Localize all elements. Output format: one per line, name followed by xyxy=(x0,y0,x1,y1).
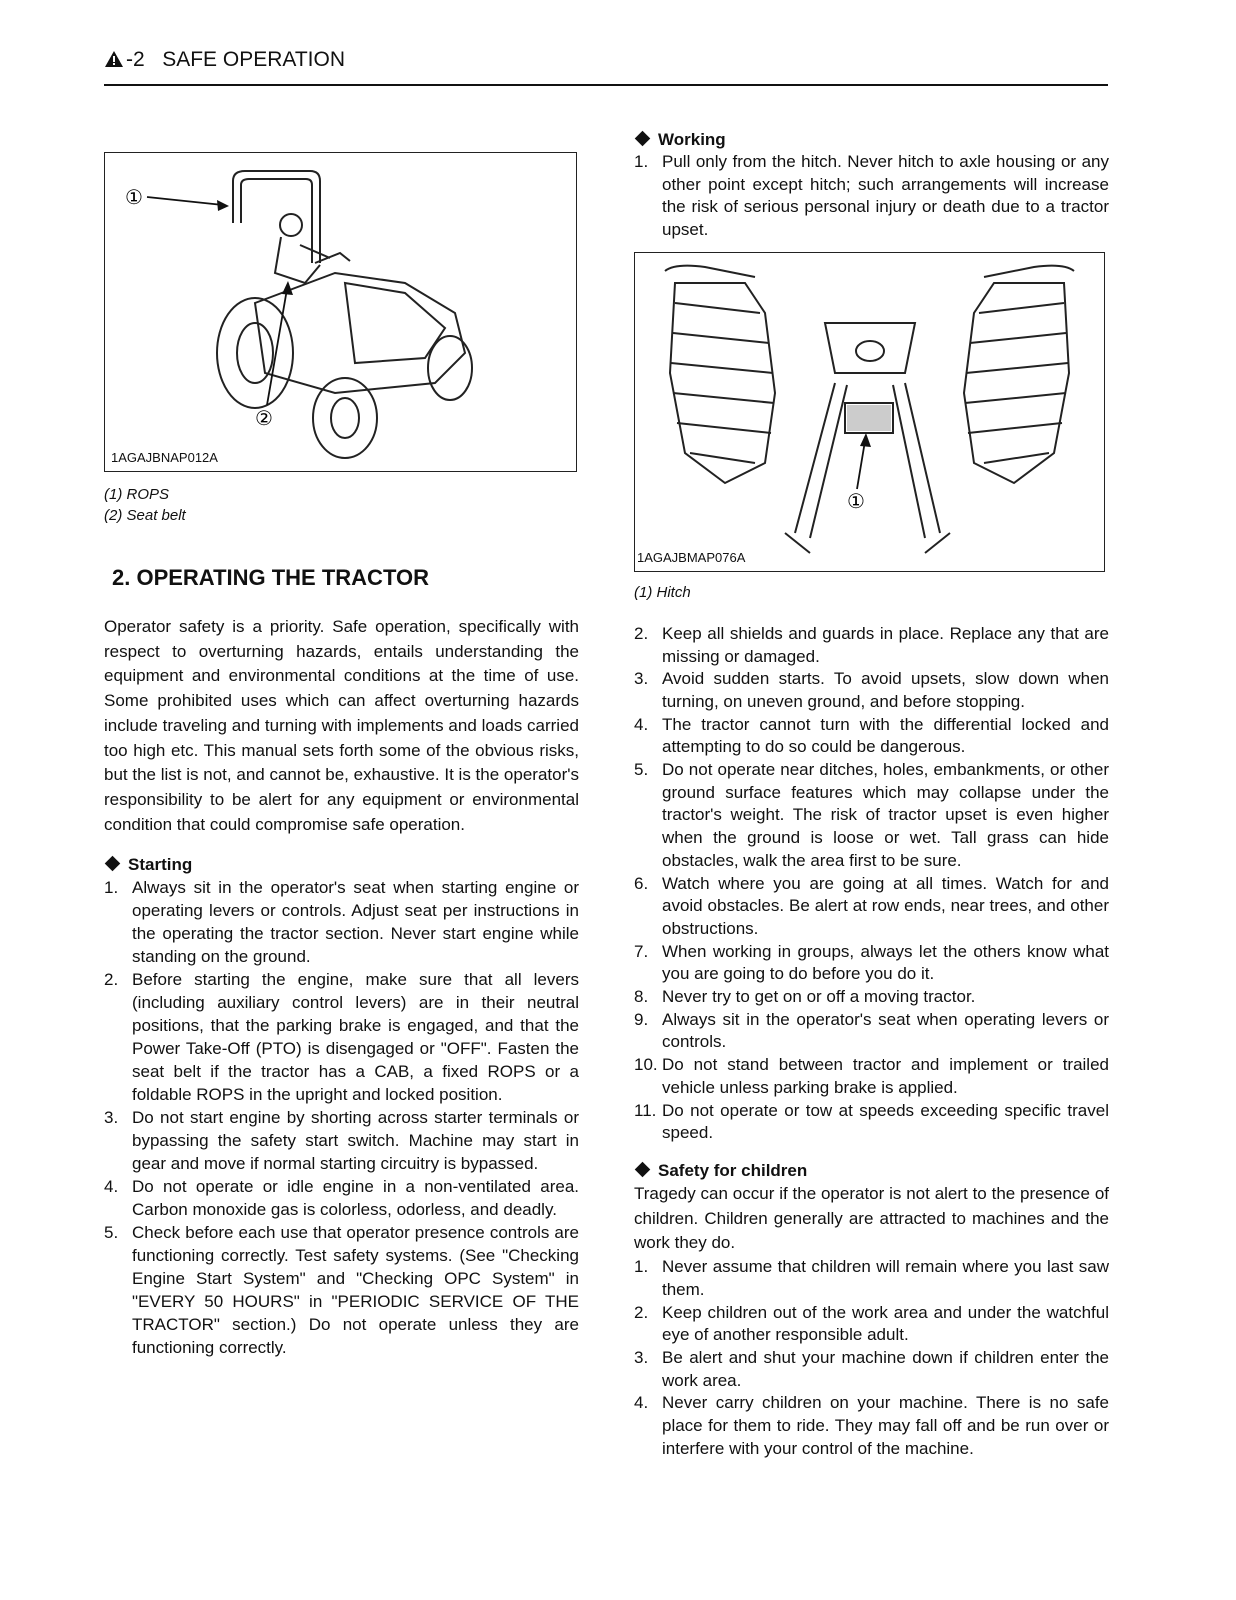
caption-rops: (1) ROPS xyxy=(104,486,170,503)
working-list xyxy=(634,623,1109,1145)
caption-hitch: (1) Hitch xyxy=(634,583,691,601)
list-item: 8. Never try to get on or off a moving tractor. xyxy=(634,987,976,1007)
list-item: 4. Do not operate or idle engine in a non-ventilated area. Carbon monoxide gas is colorless, odorless, and deadly. xyxy=(104,1177,579,1220)
list-item: 9. Always sit in the operator's seat when operating levers or controls. xyxy=(634,1009,1109,1052)
list-item: 3. Be alert and shut your machine down if children enter the work area. xyxy=(634,1347,1109,1390)
list-item: 6. Watch where you are going at all times. Watch for and avoid obstacles. Be alert at row ends, near trees, and other obstructions. xyxy=(634,873,1109,938)
callout-2: ② xyxy=(255,406,273,430)
starting-heading: Starting xyxy=(104,853,579,876)
working-list-first xyxy=(634,151,1109,242)
caption-seat-belt: (2) Seat belt xyxy=(104,507,186,524)
figure-code: 1AGAJBNAP012A xyxy=(111,450,218,465)
hitch-figure xyxy=(634,252,1105,572)
list-item: 5. Check before each use that operator presence controls are functioning correctly. Test safety systems. (See "Checking Engine Start System" and "Checking OPC System" in "EVERY 50 HOURS" in "PERIODIC SERVICE OF THE TRACTOR" section.) Do not operate unless they are functioning correctly. xyxy=(104,1223,579,1358)
diamond-bullet-icon xyxy=(635,131,651,147)
list-item: 4. The tractor cannot turn with the differential locked and attempting to do so could be dangerous. xyxy=(634,714,1109,757)
section-heading: 2. OPERATING THE TRACTOR xyxy=(112,565,429,590)
section-title: SAFE OPERATION xyxy=(162,48,346,71)
list-item: 11. Do not operate or tow at speeds exceeding specific travel speed. xyxy=(634,1100,1109,1143)
list-item: 2. Before starting the engine, make sure that all levers (including auxiliary control levers) are in their neutral positions, that the parking brake is engaged, and that the Power Take-Off (PTO) is disengaged or "OFF". Fasten the seat belt if the tractor has a CAB, a fixed ROPS or a foldable ROPS in the upright and locked position. xyxy=(104,970,579,1105)
page-header xyxy=(104,48,1108,86)
hitch-illustration xyxy=(635,253,1104,571)
callout-1: ① xyxy=(125,185,143,209)
list-item: 1. Never assume that children will remain where you last saw them. xyxy=(634,1257,1109,1299)
intro-paragraph: Operator safety is a priority. Safe operation, specifically with respect to overturning hazards, entails understanding the equipment and environmental conditions at the time of use. Some prohibited uses which can affect overturning hazards include traveling and turning with implements and loads carried too high etc. This manual sets forth some of the obvious risks, but the list is not, and cannot be, exhaustive. It is the operator's responsibility to be alert for any equipment or environmental condition that could compromise safe operation. xyxy=(104,617,579,834)
list-item: 5. Do not operate near ditches, holes, embankments, or other ground surface features which may collapse under the tractor's weight. The risk of tractor upset is even higher when the ground is loose or wet. Tall grass can hide obstacles, walk the area first to be sure. xyxy=(634,760,1109,870)
left-column xyxy=(104,152,579,1359)
list-item: 4. Never carry children on your machine. There is no safe place for them to ride. They may fall off and be run over or interfere with your control of the machine. xyxy=(634,1393,1109,1458)
callout-1: ① xyxy=(847,488,865,513)
diamond-bullet-icon xyxy=(105,856,121,872)
starting-list xyxy=(104,876,579,1359)
list-item: 1. Pull only from the hitch. Never hitch to axle housing or any other point except hitch; such arrangements will increase the risk of serious personal injury or death due to a tractor upset. xyxy=(634,152,1109,240)
list-item: 3. Avoid sudden starts. To avoid upsets, slow down when turning, on uneven ground, and before stopping. xyxy=(634,669,1109,711)
children-list xyxy=(634,1256,1109,1460)
list-item: 3. Do not start engine by shorting across starter terminals or bypassing the safety start switch. Machine may start in gear and move if normal starting circuitry is bypassed. xyxy=(104,1108,579,1174)
children-heading: Safety for children xyxy=(634,1159,1109,1182)
figure-code: 1AGAJBMAP076A xyxy=(637,549,746,565)
list-item: 10. Do not stand between tractor and implement or trailed vehicle unless parking brake is applied. xyxy=(634,1055,1109,1097)
list-item: 2. Keep all shields and guards in place. Replace any that are missing or damaged. xyxy=(634,623,1109,666)
working-heading: Working xyxy=(634,128,1109,151)
children-intro: Tragedy can occur if the operator is not alert to the presence of children. Children generally are attracted to machines and the work they do. xyxy=(634,1183,1109,1253)
figure1-captions xyxy=(104,484,579,526)
list-item: 2. Keep children out of the work area and under the watchful eye of another responsible adult. xyxy=(634,1302,1109,1345)
list-item: 7. When working in groups, always let the others know what you are going to do before you do it. xyxy=(634,941,1109,984)
diamond-bullet-icon xyxy=(635,1162,651,1178)
list-item: 1. Always sit in the operator's seat when starting engine or operating levers or controls. Adjust seat per instructions in the operating the tractor section. Never start engine while standing on the ground. xyxy=(104,878,579,967)
right-column xyxy=(634,128,1109,1460)
tractor-rops-illustration xyxy=(105,153,576,471)
rops-figure xyxy=(104,152,577,472)
warning-triangle-icon xyxy=(104,50,124,74)
page-number: -2 xyxy=(126,48,145,71)
